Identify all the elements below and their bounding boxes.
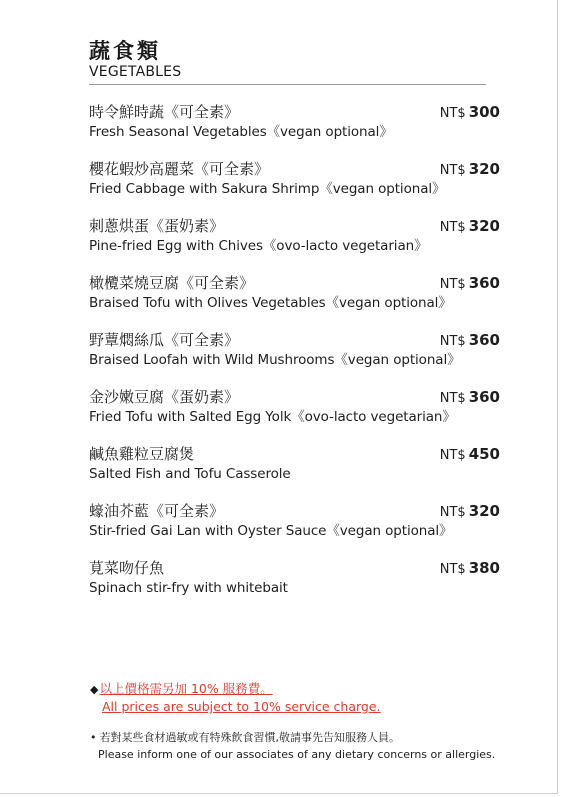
currency-label: NT$ [439, 391, 466, 406]
item-price [440, 217, 500, 235]
currency-label: NT$ [439, 163, 466, 178]
price-amount: 360 [468, 274, 500, 292]
currency-label: NT$ [439, 106, 466, 121]
item-name-en: Braised Loofah with Wild Mushrooms《vegan optional》 [89, 352, 461, 368]
item-name-en: Spinach stir-fry with whitebait [89, 580, 288, 596]
item-price [440, 160, 500, 178]
section-title-zh: 蔬食類 [89, 39, 161, 63]
price-amount: 320 [468, 217, 500, 235]
menu-item [89, 102, 509, 159]
menu-item [89, 501, 509, 558]
item-name-en: Braised Tofu with Olives Vegetables《vegan optional》 [89, 295, 452, 311]
dietary-note [90, 729, 495, 763]
menu-item [89, 330, 509, 387]
item-price [440, 388, 500, 406]
price-amount: 300 [468, 103, 500, 121]
menu-item [89, 216, 509, 273]
price-amount: 380 [468, 559, 500, 577]
menu-item [89, 159, 509, 216]
item-price [440, 274, 500, 292]
item-price [440, 445, 500, 463]
dietary-note-en: Please inform one of our associates of any dietary concerns or allergies. [98, 748, 496, 761]
section-heading [89, 38, 181, 81]
item-name-zh: 野蕈燜絲瓜《可全素》 [89, 331, 240, 349]
menu-item [89, 558, 509, 615]
price-amount: 450 [468, 445, 500, 463]
diamond-bullet-icon: ◆ [90, 683, 99, 696]
item-name-en: Pine-fried Egg with Chives《ovo-lacto vegetarian》 [89, 238, 428, 254]
heading-divider [89, 84, 486, 85]
currency-label: NT$ [439, 334, 466, 349]
item-name-en: Fried Cabbage with Sakura Shrimp《vegan optional》 [89, 181, 446, 197]
price-amount: 360 [468, 388, 500, 406]
item-price [440, 502, 500, 520]
service-charge-en: All prices are subject to 10% service charge. [102, 699, 381, 714]
item-name-en: Stir-fried Gai Lan with Oyster Sauce《vegan optional》 [89, 523, 453, 539]
item-name-zh: 櫻花蝦炒高麗菜《可全素》 [89, 160, 270, 178]
currency-label: NT$ [439, 277, 466, 292]
currency-label: NT$ [439, 505, 466, 520]
item-name-en: Fried Tofu with Salted Egg Yolk《ovo-lacto vegetarian》 [89, 409, 456, 425]
bullet-icon: • [90, 731, 97, 744]
item-price [440, 559, 500, 577]
item-price [440, 331, 500, 349]
item-name-zh: 刺蔥烘蛋《蛋奶素》 [89, 217, 225, 235]
section-title-en: VEGETABLES [89, 64, 182, 80]
service-charge-zh: 以上價格需另加 10% 服務費。 [99, 681, 273, 696]
item-name-en: Fresh Seasonal Vegetables《vegan optional》 [89, 124, 393, 140]
item-name-zh: 時令鮮時蔬《可全素》 [89, 103, 240, 121]
item-name-zh: 蠔油芥藍《可全素》 [89, 502, 225, 520]
service-charge-note [90, 680, 381, 715]
currency-label: NT$ [439, 562, 466, 577]
item-name-en: Salted Fish and Tofu Casserole [89, 466, 291, 482]
currency-label: NT$ [439, 448, 466, 463]
menu-list [89, 102, 509, 615]
item-price [440, 103, 500, 121]
price-amount: 320 [468, 160, 500, 178]
menu-item [89, 387, 509, 444]
price-amount: 360 [468, 331, 500, 349]
menu-item [89, 444, 509, 501]
dietary-note-zh: 若對某些食材過敏或有特殊飲食習慣,敬請事先告知服務人員。 [99, 731, 400, 744]
menu-item [89, 273, 509, 330]
item-name-zh: 莧菜吻仔魚 [89, 559, 165, 577]
item-name-zh: 鹹魚雞粒豆腐煲 [89, 445, 195, 463]
item-name-zh: 金沙嫩豆腐《蛋奶素》 [89, 388, 240, 406]
price-amount: 320 [468, 502, 500, 520]
item-name-zh: 橄欖菜燒豆腐《可全素》 [89, 274, 255, 292]
currency-label: NT$ [439, 220, 466, 235]
